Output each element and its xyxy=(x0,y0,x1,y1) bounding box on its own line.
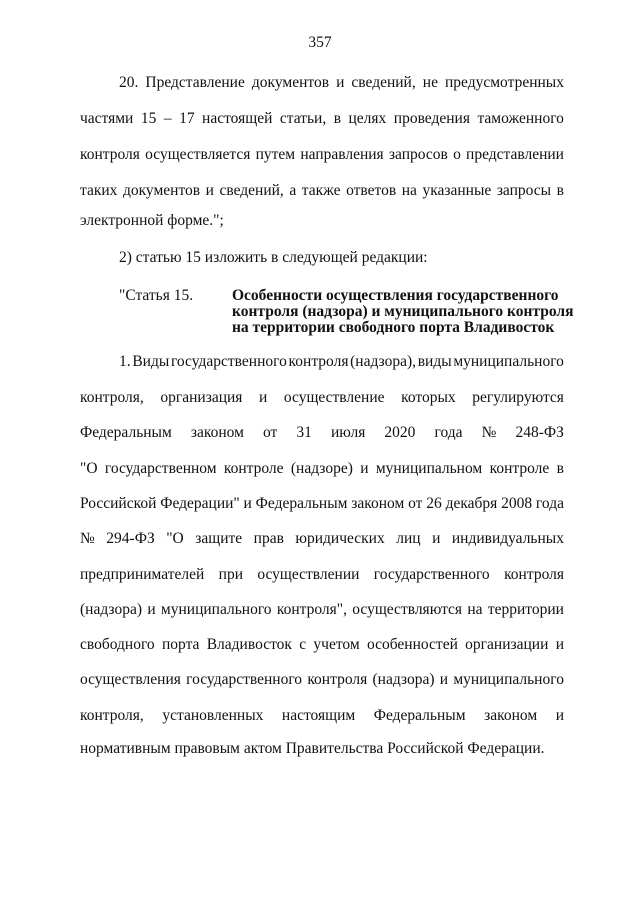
word: в xyxy=(333,110,342,127)
word: статьи, xyxy=(279,110,327,127)
word: "О xyxy=(166,530,184,547)
word: и xyxy=(555,707,564,724)
word: Федеральным xyxy=(80,424,172,441)
word: учетом xyxy=(313,636,360,653)
word: настоящей xyxy=(202,110,273,127)
word: направления xyxy=(300,146,384,163)
word: юридических xyxy=(295,530,385,547)
paragraph-20-line xyxy=(80,146,564,164)
word: "О xyxy=(80,460,98,477)
word: свободного xyxy=(80,636,155,653)
word: организации xyxy=(465,636,549,653)
word: 20. xyxy=(119,74,139,91)
word: и xyxy=(259,389,268,406)
word: осуществления xyxy=(80,671,181,688)
word: таких xyxy=(80,182,118,199)
word: законом xyxy=(351,495,405,512)
word: предпринимателей xyxy=(80,566,205,583)
word: Виды xyxy=(132,353,170,370)
word: на xyxy=(401,182,417,199)
paragraph-1-line xyxy=(119,353,564,371)
word: осуществление xyxy=(283,389,385,406)
paragraph-1-line xyxy=(80,636,564,654)
word: а xyxy=(289,182,297,199)
word: и xyxy=(432,530,441,547)
word: 248-ФЗ xyxy=(515,424,564,441)
word: с xyxy=(299,636,307,653)
word: лиц xyxy=(396,530,421,547)
word: 2020 xyxy=(384,424,416,441)
word: и xyxy=(205,182,214,199)
paragraph-1-line xyxy=(80,671,564,689)
word: 2008 xyxy=(501,495,533,512)
word: осуществляется xyxy=(145,146,251,163)
word: контроля xyxy=(288,353,349,370)
article-label: "Статья 15. xyxy=(119,287,194,304)
paragraph-1-line xyxy=(80,495,564,513)
word: Представление xyxy=(145,74,245,91)
word: контроля xyxy=(307,671,368,688)
word: контроля, xyxy=(80,707,144,724)
word: законом xyxy=(484,707,538,724)
word: государственного xyxy=(170,353,287,370)
word: запросов xyxy=(388,146,448,163)
word: регулируются xyxy=(472,389,564,406)
word: года xyxy=(434,424,463,441)
word: контроля, xyxy=(80,389,144,406)
word: проведения xyxy=(393,110,470,127)
word: на xyxy=(467,601,483,618)
word: 294-ФЗ xyxy=(106,530,155,547)
word: виды xyxy=(417,353,452,370)
word: Российской xyxy=(80,495,157,512)
word: Федеральным xyxy=(373,707,466,724)
paragraph-20-line xyxy=(80,110,564,128)
word: муниципального xyxy=(160,601,272,618)
paragraph-1-line xyxy=(80,460,564,478)
word: территории xyxy=(487,601,564,618)
word: настоящим xyxy=(281,707,356,724)
paragraph-1-line xyxy=(80,601,564,619)
word: в xyxy=(556,460,564,477)
word: защите xyxy=(195,530,243,547)
paragraph-1-line xyxy=(80,530,564,548)
word: запросы xyxy=(496,182,552,199)
word: 15 xyxy=(140,110,157,127)
word: – xyxy=(163,110,172,127)
word: от xyxy=(408,495,423,512)
word: также xyxy=(301,182,341,199)
word: № xyxy=(481,424,497,441)
paragraph-20-line xyxy=(80,182,564,200)
word: порта xyxy=(161,636,200,653)
word: таможенного xyxy=(477,110,564,127)
word: 31 xyxy=(296,424,312,441)
word: документов xyxy=(251,74,330,91)
word: в xyxy=(556,182,564,199)
word: Федеральным xyxy=(255,495,348,512)
word: и xyxy=(336,74,345,91)
paragraph-1-line xyxy=(80,566,564,584)
word: при xyxy=(218,566,243,583)
word: частями xyxy=(80,110,134,127)
word: сведений, xyxy=(219,182,284,199)
word: законом xyxy=(190,424,244,441)
word: осуществляются xyxy=(352,601,463,618)
article-title-line: на территории свободного порта Владивосток xyxy=(232,319,555,336)
paragraph-1-line xyxy=(80,707,564,725)
word: от xyxy=(263,424,278,441)
paragraph-1-line xyxy=(80,424,564,442)
word: (надзора), xyxy=(350,353,417,370)
word: контроля xyxy=(80,146,140,163)
word: ответов xyxy=(346,182,397,199)
word: июля xyxy=(330,424,366,441)
word: 17 xyxy=(179,110,195,127)
word: и xyxy=(555,636,564,653)
word: о xyxy=(453,146,461,163)
word: контроле xyxy=(223,460,284,477)
word: № xyxy=(80,530,95,547)
word: (надзоре) xyxy=(290,460,353,477)
word: Федерации" xyxy=(160,495,240,512)
word: муниципального xyxy=(453,353,564,370)
word: указанные xyxy=(422,182,492,199)
word: представлении xyxy=(466,146,564,163)
word: установленных xyxy=(162,707,264,724)
word: осуществлении xyxy=(257,566,360,583)
paragraph-20-line xyxy=(119,74,564,92)
word: целях xyxy=(348,110,387,127)
word: и xyxy=(147,601,156,618)
page-number: 357 xyxy=(308,34,332,51)
article-title-line: контроля (надзора) и муниципального контроля xyxy=(232,303,574,320)
word: государственного xyxy=(373,566,490,583)
word: и xyxy=(439,671,449,688)
word: контроля xyxy=(504,566,564,583)
word: (надзора) xyxy=(80,601,142,618)
word: документов xyxy=(122,182,201,199)
word: которых xyxy=(401,389,456,406)
word: не xyxy=(422,74,438,91)
word: декабря xyxy=(445,495,498,512)
word: индивидуальных xyxy=(451,530,564,547)
word: муниципальном xyxy=(375,460,483,477)
word: предусмотренных xyxy=(445,74,564,91)
word: организация xyxy=(160,389,243,406)
word: муниципального xyxy=(453,671,564,688)
word: и xyxy=(243,495,252,512)
word: Владивосток xyxy=(206,636,292,653)
word: (надзора) xyxy=(372,671,435,688)
article-title-line: Особенности осуществления государственного xyxy=(232,287,559,304)
word: года xyxy=(535,495,564,512)
word: прав xyxy=(253,530,284,547)
paragraph-1-line xyxy=(80,389,564,407)
amendment-item-2: 2) статью 15 изложить в следующей редакции: xyxy=(119,249,428,266)
paragraph-20-line: электронной форме."; xyxy=(80,212,224,229)
word: государственного xyxy=(186,671,303,688)
paragraph-1-line: нормативным правовым актом Правительства Российской Федерации. xyxy=(80,740,545,757)
word: 1. xyxy=(119,353,131,370)
word: и xyxy=(360,460,369,477)
word: 26 xyxy=(426,495,442,512)
word: путем xyxy=(255,146,296,163)
word: контроля", xyxy=(276,601,347,618)
word: контроле xyxy=(489,460,550,477)
word: сведений, xyxy=(351,74,416,91)
word: государственном xyxy=(104,460,217,477)
word: особенностей xyxy=(366,636,458,653)
